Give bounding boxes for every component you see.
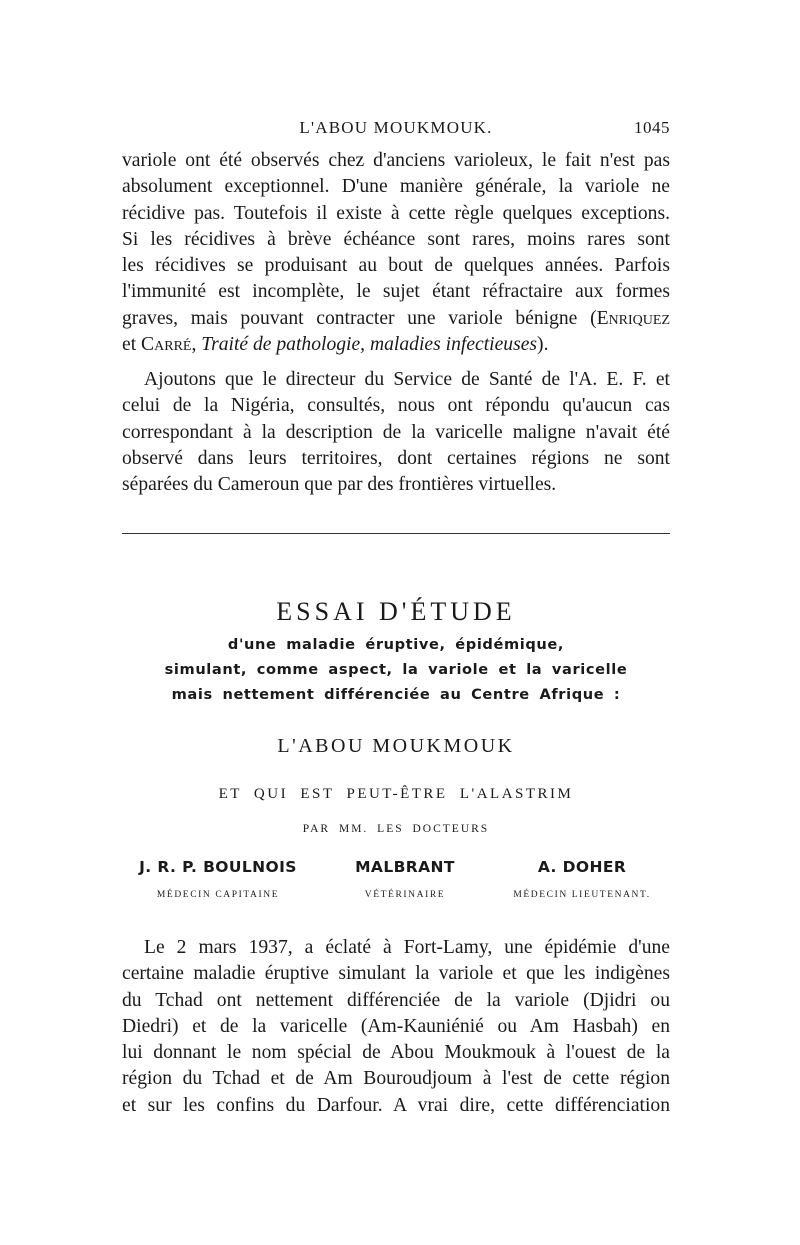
text-line: récidive pas. Toutefois il existe à cette règle quelques exceptions. bbox=[122, 202, 670, 224]
text-line: séparées du Cameroun que par des frontières virtuelles. bbox=[122, 474, 557, 496]
text-line: variole ont été observés chez d'anciens varioleux, le fait n'est pas bbox=[122, 150, 670, 171]
essay-subtitle-line: d'une maladie éruptive, épidémique, bbox=[227, 636, 565, 653]
paragraph-1 bbox=[122, 148, 670, 358]
author-role: MÉDECIN LIEUTENANT. bbox=[513, 890, 651, 900]
essay-subtitle-line: simulant, comme aspect, la variole et la varicelle bbox=[164, 661, 628, 678]
text-line-part: , bbox=[191, 334, 202, 356]
text-line bbox=[122, 332, 670, 358]
text-line: les récidives se produisant au bout de quelques années. Parfois bbox=[122, 255, 670, 277]
text-line: et sur les confins du Darfour. A vrai dire, cette différenciation bbox=[122, 1094, 670, 1116]
author-name: J. R. P. BOULNOIS bbox=[139, 858, 297, 876]
authors-intro: PAR MM. LES DOCTEURS bbox=[302, 823, 490, 835]
text-line: du Tchad ont nettement différenciée de la variole (Djidri ou bbox=[122, 989, 670, 1011]
text-line-part: graves, mais pouvant contracter une variole bénigne ( bbox=[122, 307, 597, 329]
section-divider bbox=[122, 533, 670, 534]
author-role: VÉTÉRINAIRE bbox=[364, 890, 446, 900]
page-number: 1045 bbox=[634, 118, 670, 137]
text-line: correspondant à la description de la varicelle maligne n'avait été bbox=[122, 421, 670, 443]
text-line: Si les récidives à brève échéance sont rares, moins rares sont bbox=[122, 228, 670, 250]
author-citation-carre: Carré bbox=[141, 334, 192, 356]
running-title: L'ABOU MOUKMOUK. bbox=[299, 118, 493, 137]
running-head bbox=[122, 118, 670, 142]
text-line: absolument exceptionnel. D'une manière générale, la variole ne bbox=[122, 176, 670, 198]
paragraph-3 bbox=[122, 935, 670, 1119]
text-line: Diedri) et de la varicelle (Am-Kauniénié ou Am Hasbah) en bbox=[122, 1015, 670, 1037]
text-line: lui donnant le nom spécial de Abou Moukmouk à l'ouest de la bbox=[122, 1042, 670, 1064]
author-role: MÉDECIN CAPITAINE bbox=[156, 890, 280, 900]
book-title: Traité de pathologie, maladies infectieuses bbox=[201, 334, 538, 356]
text-line: Ajoutons que le directeur du Service de Santé de l'A. E. F. et bbox=[144, 369, 670, 390]
text-line: région du Tchad et de Am Bouroudjoum à l'est de cette région bbox=[122, 1068, 670, 1090]
text-line: l'immunité est incomplète, le sujet étant réfractaire aux formes bbox=[122, 281, 670, 303]
text-line: certaine maladie éruptive simulant la variole et que les indigènes bbox=[122, 963, 670, 985]
paragraph-2 bbox=[122, 367, 670, 498]
text-line-part: ). bbox=[537, 334, 549, 356]
disease-subtitle: ET QUI EST PEUT-ÊTRE L'ALASTRIM bbox=[218, 786, 574, 802]
text-line: celui de la Nigéria, consultés, nous ont répondu qu'aucun cas bbox=[122, 395, 670, 417]
essay-subtitle-line: mais nettement différenciée au Centre Afrique : bbox=[171, 686, 621, 703]
text-line bbox=[122, 306, 670, 332]
text-line-part: et bbox=[122, 334, 142, 356]
essay-title: ESSAI D'ÉTUDE bbox=[276, 597, 516, 626]
author-name: A. DOHER bbox=[537, 858, 627, 876]
text-line: observé dans leurs territoires, dont certaines régions ne sont bbox=[122, 447, 670, 469]
disease-title: L'ABOU MOUKMOUK bbox=[277, 735, 515, 757]
author-name: MALBRANT bbox=[355, 858, 455, 876]
text-line: Le 2 mars 1937, a éclaté à Fort-Lamy, une épidémie d'une bbox=[144, 937, 670, 958]
author-citation-enriquez: Enriquez bbox=[596, 307, 670, 329]
